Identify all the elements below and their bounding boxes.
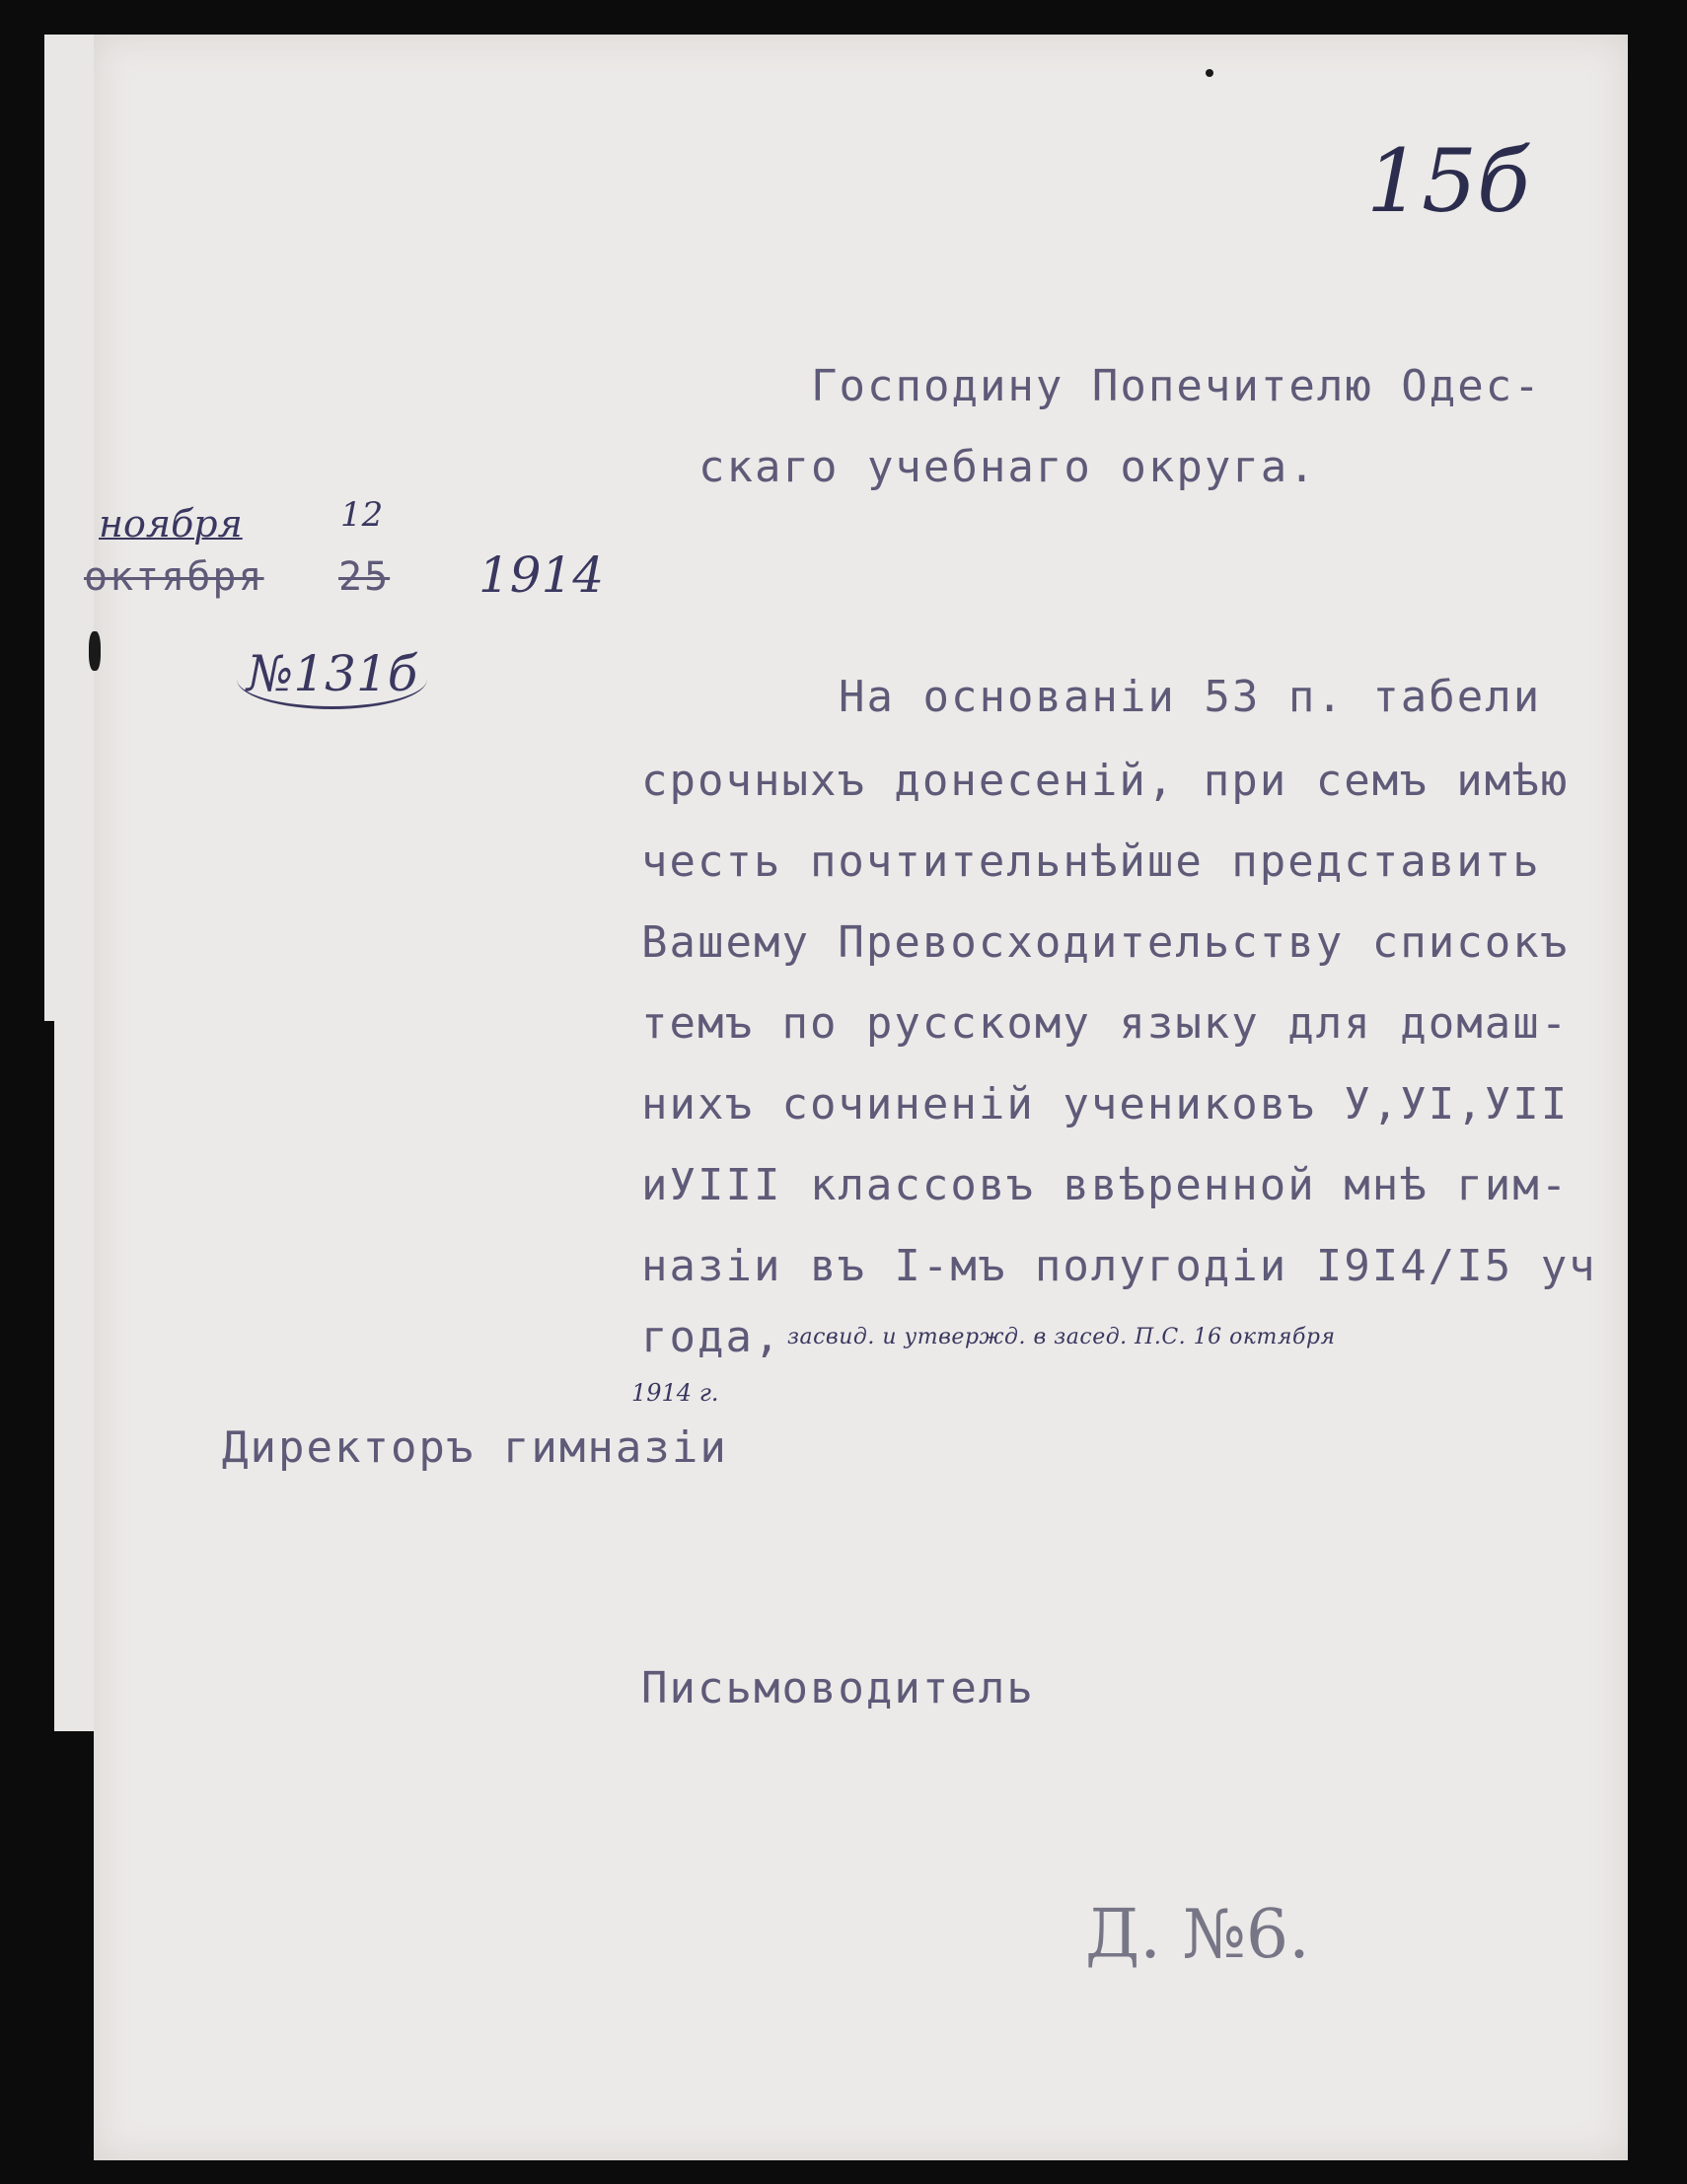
date-day-typed: 25 [338, 554, 391, 600]
paper-edge [54, 1021, 99, 1731]
handwritten-note-year: 1914 г. [631, 1379, 719, 1407]
ink-stain [89, 631, 101, 671]
ink-dot [1206, 69, 1213, 77]
handwritten-note: засвид. и утвержд. в засед. П.С. 16 октября [787, 1325, 1336, 1349]
addressee-line-2: скаго учебнаго округа. [698, 442, 1317, 492]
outgoing-number: №131б [237, 649, 427, 709]
paper-edge [44, 35, 96, 1021]
date-year: 1914 [478, 546, 605, 604]
addressee-line-1: Господину Попечителю Одес- [811, 361, 1542, 411]
body-line: темъ по русскому языку для домаш- [641, 998, 1570, 1049]
date-month-typed: октября [84, 554, 264, 600]
archive-number: 15б [1366, 130, 1530, 232]
file-mark: Д. №6. [1085, 1896, 1310, 1974]
body-line: честь почтительнѣйше представить [641, 837, 1541, 887]
body-line: иУIII классовъ ввѣренной мнѣ гим- [641, 1160, 1570, 1210]
body-line: нихъ сочиненiй учениковъ У,УI,УII [641, 1079, 1570, 1129]
body-line: Вашему Превосходительству списокъ [641, 917, 1570, 968]
date-day-handwritten: 12 [340, 495, 384, 535]
body-line: назiи въ I-мъ полугодiи I9I4/I5 уч [641, 1241, 1597, 1291]
body-line: года, [641, 1312, 782, 1362]
signature-director: Директоръ гимназiи [222, 1422, 728, 1473]
body-line: На основанiи 53 п. табели [839, 672, 1542, 722]
signature-clerk: Письмоводитель [641, 1663, 1035, 1713]
date-month-handwritten: ноября [99, 502, 243, 546]
body-line: срочныхъ донесенiй, при семъ имѣю [641, 756, 1570, 806]
